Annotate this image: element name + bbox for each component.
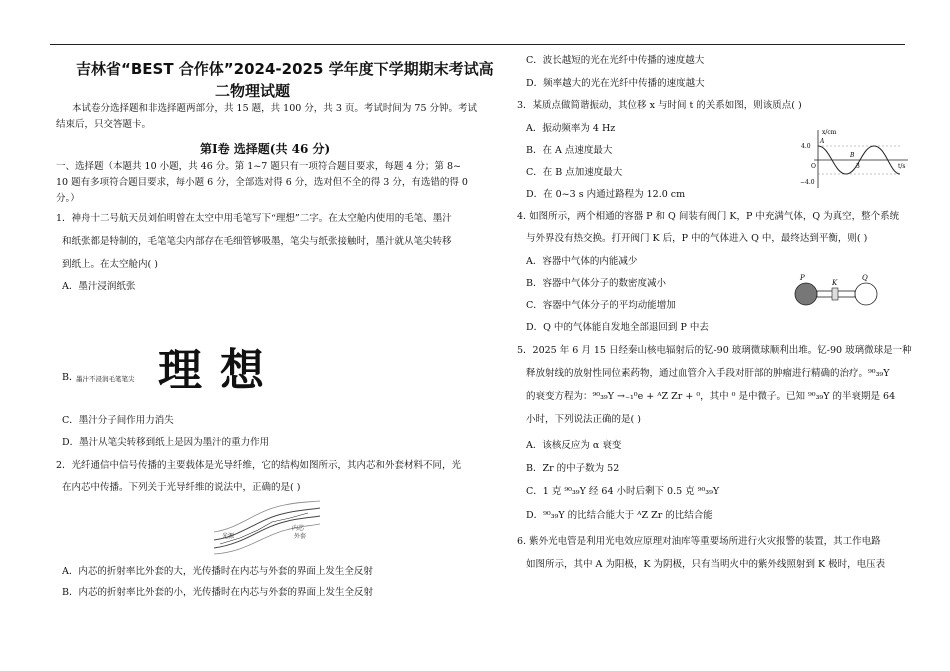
graph-point-b: B xyxy=(850,152,855,159)
q6-stem-1: 6. 紫外光电管是利用光电效应原理对油库等重要场所进行火灾报警的装置，其工作电路 xyxy=(517,536,881,547)
label-k: K xyxy=(832,279,838,287)
q5-stem-1: 5．2025 年 6 月 15 日经秦山核电辐射后的钇-90 玻璃微球顺利出堆。钇-90 玻璃微球是一种 xyxy=(517,345,912,356)
q5-stem-4: 小时，下列说法正确的是( ) xyxy=(526,414,641,425)
q4-option-c: C．容器中气体分子的平均动能增加 xyxy=(526,300,676,311)
q2-stem-1: 2．光纤通信中信号传播的主要载体是光导纤维，它的结构如图所示，其内芯和外套材料不同，光 xyxy=(56,460,462,471)
graph-origin: O xyxy=(811,163,816,170)
q2-option-b: B．内芯的折射率比外套的小，光传播时在内芯与外套的界面上发生全反射 xyxy=(62,587,373,598)
q3-stem: 3．某质点做简谐振动，其位移 x 与时间 t 的关系如图，则该质点( ) xyxy=(517,100,802,111)
q2-option-a: A．内芯的折射率比外套的大，光传播时在内芯与外套的界面上发生全反射 xyxy=(62,566,373,577)
q5-option-b: B．Zr 的中子数为 52 xyxy=(526,463,620,474)
q1-stem-3: 到纸上。在太空舱内( ) xyxy=(62,259,158,270)
label-q: Q xyxy=(862,274,868,282)
q3-option-b: B．在 A 点速度最大 xyxy=(526,145,613,156)
q5-stem-2: 释放射线的放射性同位素药物，通过血管介入手段对肝部的肿瘤进行精确的治疗。⁹⁰₃₉Y xyxy=(526,368,890,379)
graph-xlabel: t/s xyxy=(898,163,906,170)
shm-graph xyxy=(800,126,910,190)
q4-option-d: D．Q 中的气体能自发地全部退回到 P 中去 xyxy=(526,322,709,333)
graph-ytick-pos: 4.0 xyxy=(801,143,811,150)
top-rule xyxy=(50,44,905,45)
q5-option-c: C．1 克 ⁹⁰₃₉Y 经 64 小时后剩下 0.5 克 ⁹⁰₃₉Y xyxy=(526,486,720,497)
instr-line-1: 一、选择题（本题共 10 小题，共 46 分。第 1~7 题只有一项符合题目要求，每题 4 分；第 8~ xyxy=(56,161,461,172)
q5-option-d: D．⁹⁰₃₉Y 的比结合能大于 ᴬZ Zr 的比结合能 xyxy=(526,510,713,521)
q3-option-c: C．在 B 点加速度最大 xyxy=(526,167,623,178)
q1-option-b-label: B． xyxy=(62,372,79,383)
q4-stem-1: 4. 如图所示，两个相通的容器 P 和 Q 间装有阀门 K，P 中充满气体，Q 为真空，整个系统 xyxy=(517,211,900,222)
label-p: P xyxy=(800,274,805,282)
q4-option-b: B．容器中气体分子的数密度减小 xyxy=(526,278,666,289)
graph-ylabel: x/cm xyxy=(822,129,837,136)
instr-line-3: 分。） xyxy=(56,193,80,204)
graph-ytick-neg: −4.0 xyxy=(800,179,815,186)
q1-option-c: C．墨汁分子间作用力消失 xyxy=(62,415,174,426)
title-line-1: 吉林省“BEST 合作体”2024-2025 学年度下学期期末考试高 xyxy=(76,60,494,78)
q2-stem-2: 在内芯中传播。下列关于光导纤维的说法中，正确的是( ) xyxy=(62,482,301,493)
section-heading: 第Ⅰ卷 选择题(共 46 分) xyxy=(200,142,331,156)
q1-stem-1: 1．神舟十二号航天员刘伯明曾在太空中用毛笔写下“理想”二字。在太空舱内使用的毛笔、墨汁 xyxy=(56,213,452,224)
q1-option-d: D．墨汁从笔尖转移到纸上是因为墨汁的重力作用 xyxy=(62,437,270,448)
optical-fiber-figure xyxy=(212,500,322,555)
q2-option-d: D．频率越大的光在光纤中传播的速度越大 xyxy=(526,78,705,89)
fig-label-core: 内芯 xyxy=(292,525,305,532)
fig-label-light: 光源 xyxy=(222,533,235,540)
q2-option-c: C．波长越短的光在光纤中传播的速度越大 xyxy=(526,55,705,66)
calligraphy-image: 理想 xyxy=(158,345,282,396)
fig-label-outer: 外套 xyxy=(294,533,307,540)
q1-stem-2: 和纸张都是特制的，毛笔笔尖内部存在毛细管够吸墨，笔尖与纸张接触时，墨汁就从笔尖转移 xyxy=(62,236,452,247)
intro-line-1: 本试卷分选择题和非选择题两部分，共 15 题，共 100 分，共 3 页。考试时间为 75 分钟。考试 xyxy=(72,103,478,114)
q5-option-a: A．该核反应为 α 衰变 xyxy=(526,440,622,451)
q3-option-d: D．在 0~3 s 内通过路程为 12.0 cm xyxy=(526,189,686,200)
q6-stem-2: 如图所示，其中 A 为阳极，K 为阴极，只有当明火中的紫外线照射到 K 极时，电压表 xyxy=(526,559,886,570)
graph-xtick: 3 xyxy=(856,163,860,170)
q4-stem-2: 与外界没有热交换。打开阀门 K 后，P 中的气体进入 Q 中，最终达到平衡，则( ) xyxy=(526,233,868,244)
title-line-2: 二物理试题 xyxy=(215,82,291,100)
instr-line-2: 10 题有多项符合题目要求，每小题 6 分，全部选对得 6 分，选对但不全的得 3 分，有选错的得 0 xyxy=(56,177,468,188)
containers-figure xyxy=(790,272,882,308)
intro-line-2: 结束后，只交答题卡。 xyxy=(56,119,152,130)
q4-option-a: A．容器中气体的内能减少 xyxy=(526,256,638,267)
graph-point-a: A xyxy=(820,138,825,145)
q5-stem-3: 的衰变方程为：⁹⁰₃₉Y →₋₁⁰e + ᴬZ Zr + ⁰，其中 ⁰ 是中微子。已知 ⁹⁰₃₉Y 的半衰期是 64 xyxy=(526,391,896,402)
q1-option-b-text: 墨汁不浸润毛笔笔尖 xyxy=(76,375,135,383)
q3-option-a: A．振动频率为 4 Hz xyxy=(526,123,616,134)
q1-option-a: A．墨汁浸润纸张 xyxy=(62,281,136,292)
